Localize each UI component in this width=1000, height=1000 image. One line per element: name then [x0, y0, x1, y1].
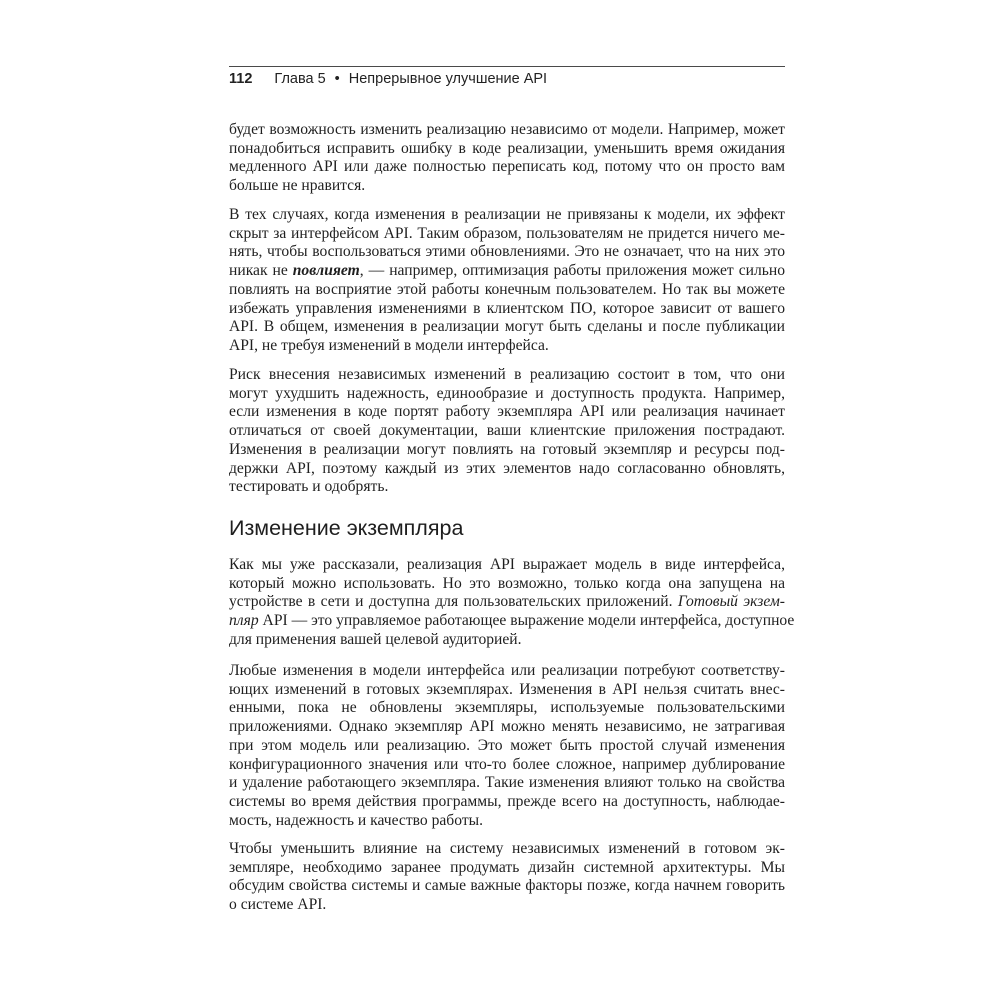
text-line: API. В общем, изменения в реализации могут быть сделаны и после публикации — [229, 318, 785, 336]
paragraph-2 — [229, 206, 785, 356]
text-line: для применения вашей целевой аудиторией. — [229, 630, 522, 648]
text-line: держки API, поэтому каждый из этих элементов надо согласованно обновлять, — [229, 459, 785, 477]
header-separator: • — [334, 71, 340, 87]
text-line: Как мы уже рассказали, реализация API выражает модель в виде интерфейса, — [229, 556, 785, 573]
text-line: скрыт за интерфейсом API. Таким образом, пользователям не придется ничего ме- — [229, 224, 785, 242]
text-line — [229, 612, 795, 631]
paragraph-3 — [229, 366, 785, 497]
text-line: и удаление работающего экземпляра. Такие изменения влияют только на свойства — [229, 774, 785, 792]
text-line: системы во время действия программы, прежде всего на доступность, наблюдае- — [229, 792, 785, 810]
text-line: повлиять на восприятие этой работы конечным пользователем. Но так вы можете — [229, 280, 785, 298]
text-line: при этом модель или реализацию. Это может быть простой случай изменения — [229, 736, 785, 754]
text-line: Любые изменения в модели интерфейса или реализации потребуют соответству- — [229, 662, 785, 679]
text-line: мость, надежность и качество работы. — [229, 811, 484, 829]
text-line: о системе API. — [229, 896, 327, 914]
text-line: енными, пока не обновлены экземпляры, используемые пользовательскими — [229, 699, 785, 717]
text-line: В тех случаях, когда изменения в реализации не привязаны к модели, их эффект — [229, 206, 785, 223]
text-line: обсудим свойства системы и самые важные факторы позже, когда начнем говорить — [229, 877, 785, 895]
text-line: который можно использовать. Но это возможно, только когда она запущена на — [229, 574, 785, 592]
text-line: если изменения в коде портят работу экземпляра API или реализация начинает — [229, 403, 785, 421]
text-line: медленного API или даже полностью переписать код, потому что он просто вам — [229, 158, 785, 176]
paragraph-5 — [229, 662, 785, 830]
text-line: понадобиться исправить ошибку в коде реализации, уменьшить время ожидания — [229, 139, 785, 157]
page-number: 112 — [229, 71, 253, 87]
paragraph-6 — [229, 840, 785, 915]
text-line: могут ухудшить надежность, единообразие и доступность продукта. Например, — [229, 384, 785, 402]
emphasis-term: Готовый экзем- — [677, 593, 785, 611]
text-line: API, не требуя изменений в модели интерфейса. — [229, 336, 549, 354]
text-line: ющих изменений в готовых экземплярах. Изменения в API нельзя считать внес- — [229, 680, 785, 698]
text-line: отличаться от своей документации, ваши клиентские приложения пострадают. — [229, 422, 785, 440]
text-line: больше не нравится. — [229, 177, 366, 195]
text-line: будет возможность изменить реализацию независимо от модели. Например, может — [229, 121, 785, 138]
chapter-title: Непрерывное улучшение API — [348, 71, 548, 87]
text-line: приложениями. Однако экземпляр API можно менять независимо, не затрагивая — [229, 718, 785, 736]
text-line: нять, чтобы воспользоваться этими обновлениями. Это не означает, что на них это — [229, 243, 785, 261]
text-run: API — это управляемое работающее выражение модели интерфейса, доступное — [258, 612, 795, 630]
paragraph-1 — [229, 121, 785, 196]
text-run: , — например, оптимизация работы приложения может сильно — [359, 262, 786, 280]
section-heading: Изменение экземпляра — [229, 516, 464, 540]
text-line: тестировать и одобрять. — [229, 478, 389, 496]
text-run: устройстве в сети и доступна для пользовательских приложений. — [229, 593, 678, 611]
text-line — [229, 593, 785, 612]
chapter-label: Глава 5 — [274, 71, 326, 87]
emphasis-term: пляр — [229, 612, 259, 630]
text-line: Изменения в реализации могут повлиять на готовый экземпляр и ресурсы под- — [229, 440, 785, 458]
text-line: Чтобы уменьшить влияние на систему независимых изменений в готовом эк- — [229, 840, 785, 857]
text-line: земпляре, необходимо заранее продумать дизайн системной архитектуры. Мы — [229, 858, 785, 876]
paragraph-4 — [229, 556, 795, 650]
text-line: конфигурационного значения или что-то более сложное, например дублирование — [229, 755, 785, 773]
emphasis-term: повлияет — [292, 262, 360, 280]
text-run: никак не — [229, 262, 293, 280]
text-line: избежать управления изменениями в клиентском ПО, которое зависит от вашего — [229, 299, 785, 317]
text-line — [229, 262, 785, 281]
text-line: Риск внесения независимых изменений в реализацию состоит в том, что они — [229, 366, 785, 383]
running-header — [229, 66, 785, 89]
